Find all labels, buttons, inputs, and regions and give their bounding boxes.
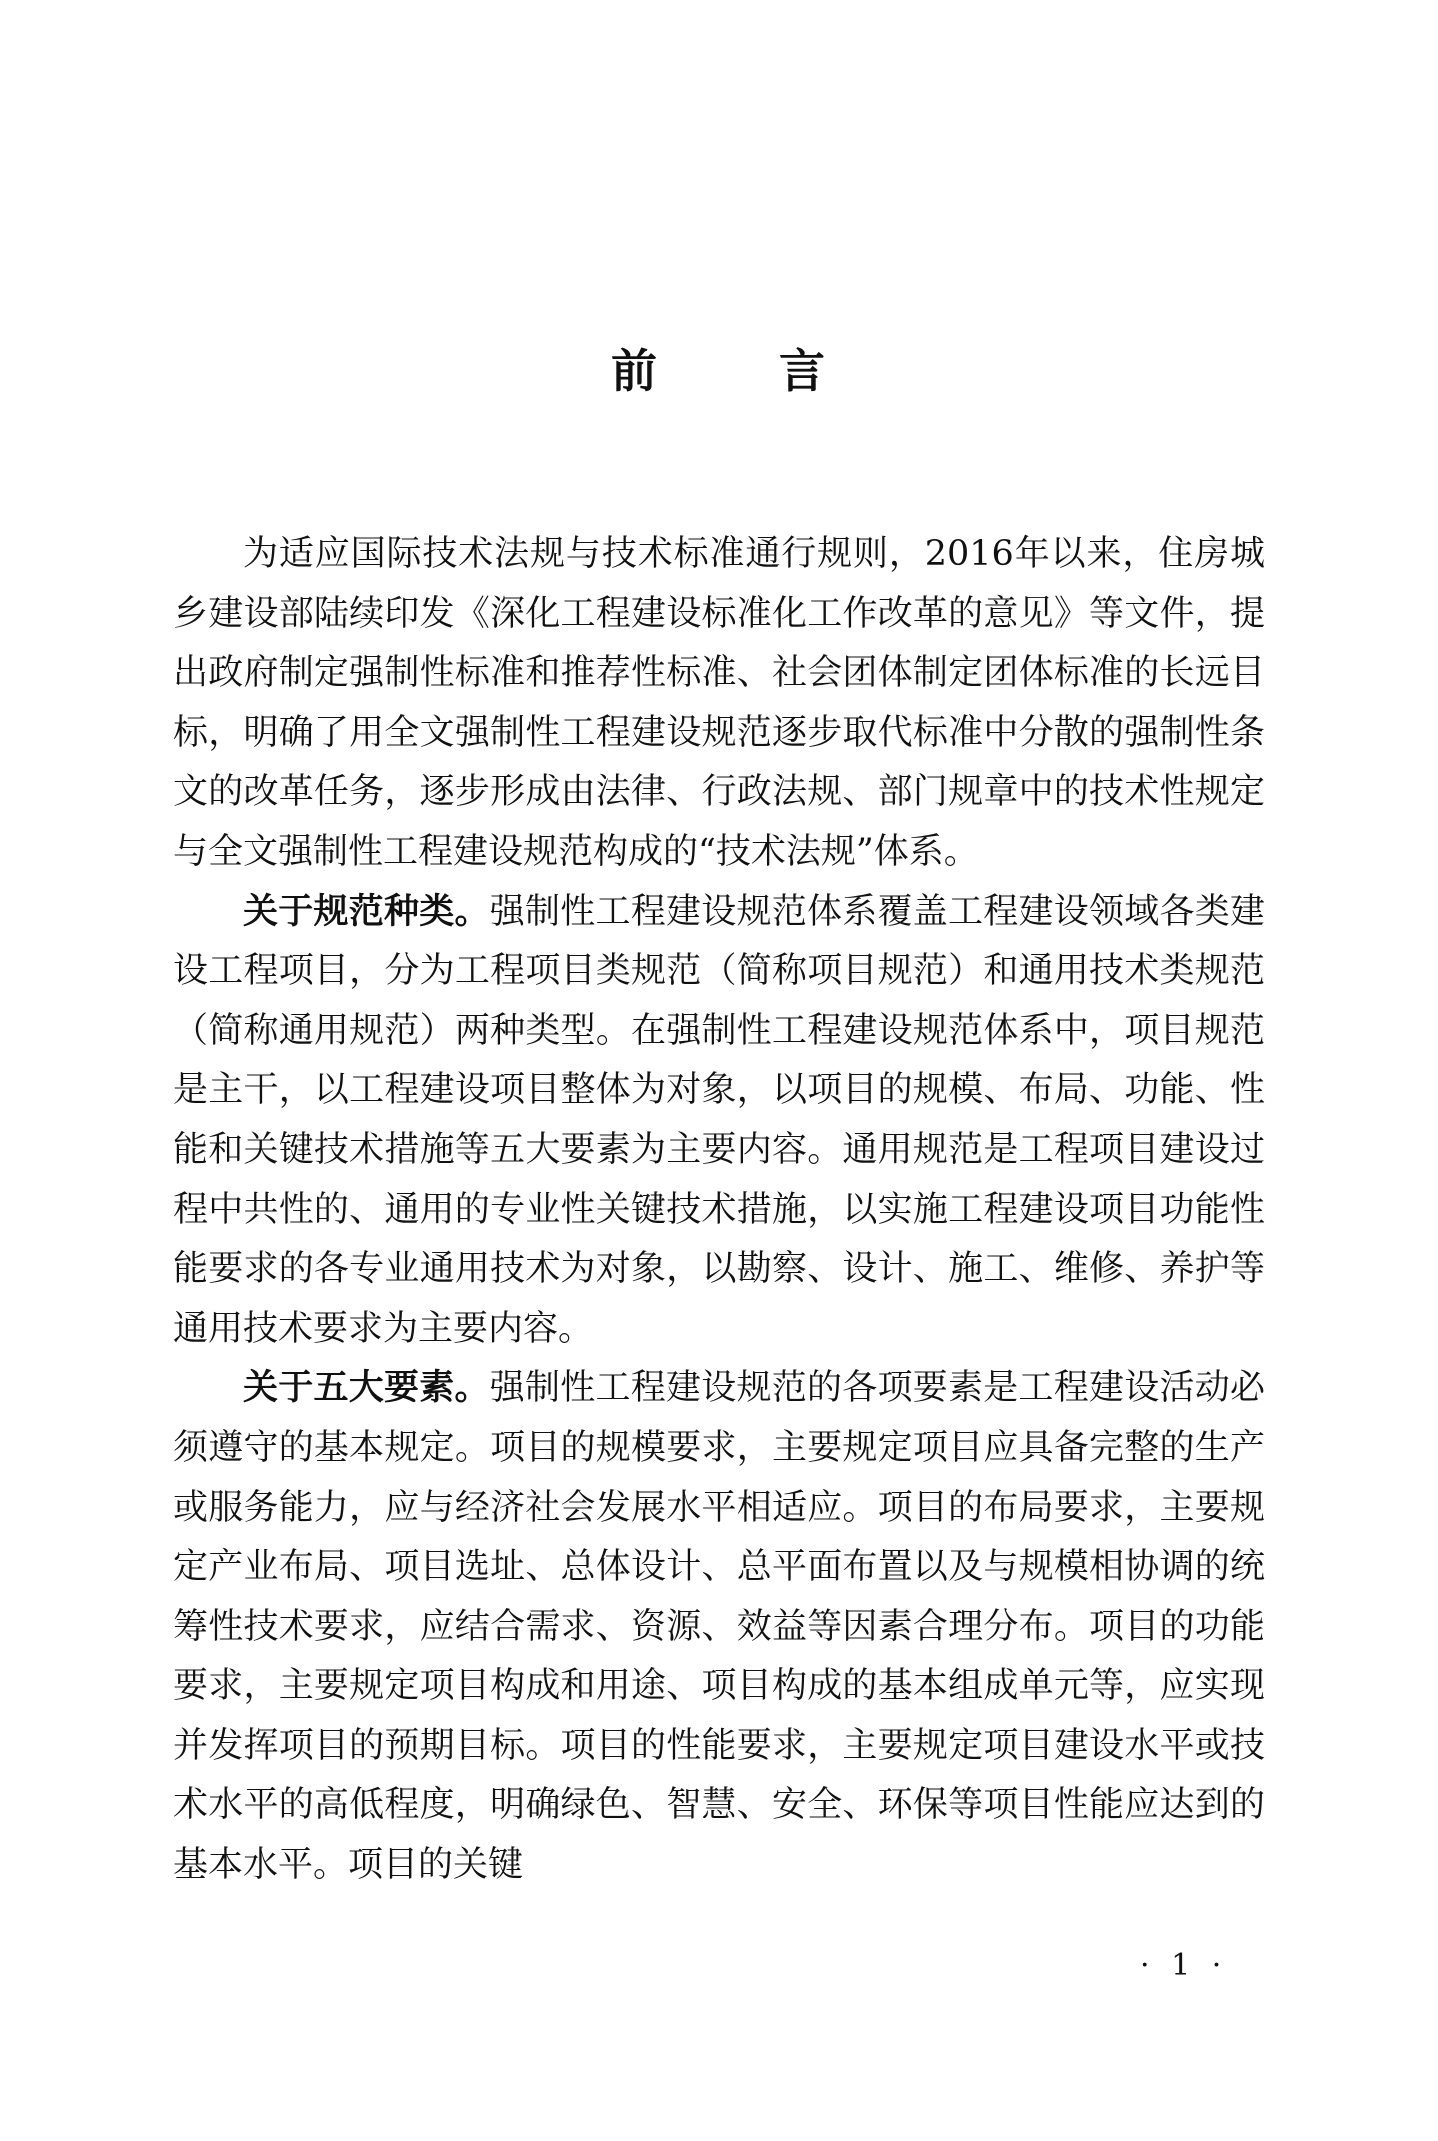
body-text <box>173 525 1265 1896</box>
paragraph-2-lead: 关于规范种类。 <box>243 891 490 932</box>
paragraph-2 <box>173 883 1265 1360</box>
paragraph-3 <box>173 1359 1265 1895</box>
paragraph-3-text: 强制性工程建设规范的各项要素是工程建设活动必须遵守的基本规定。项目的规模要求，主要规定项目应具备完整的生产或服务能力，应与经济社会发展水平相适应。项目的布局要求，主要规定产业布局、项目选址、总体设计、总平面布置以及与规模相协调的统筹性技术要求，应结合需求、资源、效益等因素合理分布。项目的功能要求，主要规定项目构成和用途、项目构成的基本组成单元等，应实现并发挥项目的预期目标。项目的性能要求，主要规定项目建设水平或技术水平的高低程度，明确绿色、智慧、安全、环保等项目性能应达到的基本水平。项目的关键 <box>173 1368 1265 1886</box>
title-char-1: 前 <box>611 344 659 398</box>
page-title <box>0 335 1438 401</box>
page-number: · 1 · <box>1140 1948 1228 1983</box>
title-char-2: 言 <box>779 344 827 398</box>
paragraph-3-lead: 关于五大要素。 <box>243 1368 490 1409</box>
paragraph-2-text: 强制性工程建设规范体系覆盖工程建设领域各类建设工程项目，分为工程项目类规范（简称项目规范）和通用技术类规范（简称通用规范）两种类型。在强制性工程建设规范体系中，项目规范是主干，以工程建设项目整体为对象，以项目的规模、布局、功能、性能和关键技术措施等五大要素为主要内容。通用规范是工程项目建设过程中共性的、通用的专业性关键技术措施，以实施工程建设项目功能性能要求的各专业通用技术为对象，以勘察、设计、施工、维修、养护等通用技术要求为主要内容。 <box>173 891 1265 1349</box>
paragraph-1: 为适应国际技术法规与技术标准通行规则，2016年以来，住房城乡建设部陆续印发《深化工程建设标准化工作改革的意见》等文件，提出政府制定强制性标准和推荐性标准、社会团体制定团体标准的长远目标，明确了用全文强制性工程建设规范逐步取代标准中分散的强制性条文的改革任务，逐步形成由法律、行政法规、部门规章中的技术性规定与全文强制性工程建设规范构成的“技术法规”体系。 <box>173 534 1265 872</box>
